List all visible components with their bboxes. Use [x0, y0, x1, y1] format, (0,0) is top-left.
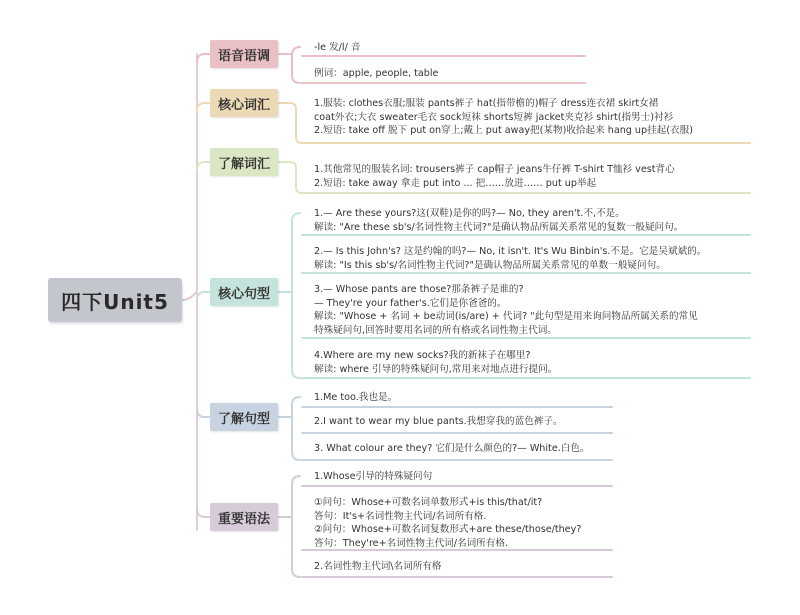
branch-core-sentences-item-2	[314, 245, 706, 272]
branch-core-words-connector	[197, 103, 210, 111]
branch-core-sentences: 核心句型	[210, 278, 278, 306]
item-line: — They're your father's.它们是你爸爸的。	[314, 297, 507, 309]
item-line: 解读: "Is this sb's/名词性物主代词?"是确认物品所属关系常见的单数一般疑问句。	[314, 259, 666, 271]
item-line: 1.Me too.我也是。	[314, 392, 398, 403]
branch-know-words-connector	[197, 162, 210, 170]
branch-pronunciation-item-2	[314, 67, 438, 81]
branch-know-sentences-item-2	[314, 415, 563, 429]
branch-core-words-item-1	[314, 97, 693, 138]
item-line: 1.Whose引导的特殊疑问句	[314, 471, 433, 482]
branch-grammar-item-1	[314, 470, 432, 484]
branch-core-sentences-item-4	[314, 349, 557, 376]
item-line: 2.I want to wear my blue pants.我想穿我的蓝色裤子。	[314, 416, 563, 427]
item-line: 解读: "Whose + 名词 + be动词(is/are) + 代词? "此句型是用来询问物品所属关系的常见	[314, 311, 698, 322]
item-line: 解读: where 引导的特殊疑问句,常用来对地点进行提问。	[314, 363, 558, 375]
branch-grammar-bracket	[292, 476, 300, 577]
branch-core-sentences-item-1	[314, 207, 683, 234]
branch-core-sentences-item-3	[314, 283, 698, 337]
branch-know-sentences-connector	[197, 409, 210, 417]
branch-pronunciation-bracket	[292, 47, 300, 83]
branch-pronunciation-connector	[197, 54, 210, 62]
item-line: ①问句：Whose+可数名词单数形式+is this/that/it?	[314, 497, 543, 508]
branch-core-words-bracket	[278, 103, 302, 143]
item-line: ②问句：Whose+可数名词复数形式+are these/those/they?	[314, 524, 582, 535]
branch-grammar: 重要语法	[210, 503, 278, 531]
branch-pronunciation-item-1	[314, 41, 360, 55]
branch-know-sentences-item-3	[314, 442, 590, 456]
branch-know-words: 了解词汇	[210, 148, 278, 176]
item-line: 1.其他常见的服装名词: trousers裤子 cap帽子 jeans牛仔裤 T-shirt T恤衫 vest背心	[314, 164, 675, 175]
item-line: 特殊疑问句,回答时要用名词的所有格或名词性物主代词。	[314, 324, 557, 336]
branch-grammar-item-3	[314, 560, 442, 574]
branch-core-sentences-bracket	[292, 213, 300, 378]
branch-core-words: 核心词汇	[210, 89, 278, 117]
item-line: 例词：apple, people, table	[314, 68, 439, 79]
root-topic: 四下Unit5	[48, 278, 182, 322]
item-line: 2.短语: take away 拿走 put into ... 把……放进…… put up举起	[314, 177, 597, 189]
item-line: 1.— Are these yours?这(双鞋)是你的吗?— No, they aren't.不,不是。	[314, 208, 625, 219]
branch-know-words-bracket	[278, 162, 302, 193]
item-line: 答句：They're+名词性物主代词/名词所有格.	[314, 537, 509, 549]
item-line: 答句：It's+名词性物主代词/名词所有格.	[314, 510, 487, 522]
item-line: 2.— Is this John's? 这是约翰的吗?— No, it isn't. It's Wu Binbin's.不是。它是吴斌斌的。	[314, 246, 707, 257]
branch-know-sentences-bracket	[292, 397, 300, 460]
branch-know-sentences-item-1	[314, 391, 397, 405]
branch-core-sentences-connector	[197, 292, 210, 300]
item-line: 3. What colour are they? 它们是什么颜色的?— White.白色。	[314, 443, 590, 454]
branch-grammar-connector	[197, 509, 210, 517]
item-line: 3.— Whose pants are those?那条裤子是谁的?	[314, 284, 524, 295]
branch-pronunciation: 语音语调	[210, 40, 278, 68]
item-line: 2.短语: take off 脱下 put on穿上;戴上 put away把(某物)收拾起来 hang up挂起(衣服)	[314, 125, 693, 136]
item-line: 4.Where are my new socks?我的新袜子在哪里?	[314, 350, 531, 361]
item-line: 1.服装: clothes衣服;服装 pants裤子 hat(指带檐的)帽子 dress连衣裙 skirt女裙	[314, 98, 659, 109]
root-connector	[182, 292, 197, 300]
branch-grammar-item-2	[314, 496, 581, 550]
branch-know-words-item-1	[314, 163, 675, 190]
item-line: coat外衣;大衣 sweater毛衣 sock短袜 shorts短裤 jacket夹克衫 shirt(指男士)衬衫	[314, 111, 674, 123]
item-line: -le 发/l/ 音	[314, 42, 361, 53]
branch-know-sentences: 了解句型	[210, 403, 278, 431]
item-line: 2.名词性物主代词\名词所有格	[314, 561, 442, 572]
item-line: 解读: "Are these sb's/名词性物主代词?"是确认物品所属关系常见的复数一般疑问句。	[314, 221, 684, 233]
